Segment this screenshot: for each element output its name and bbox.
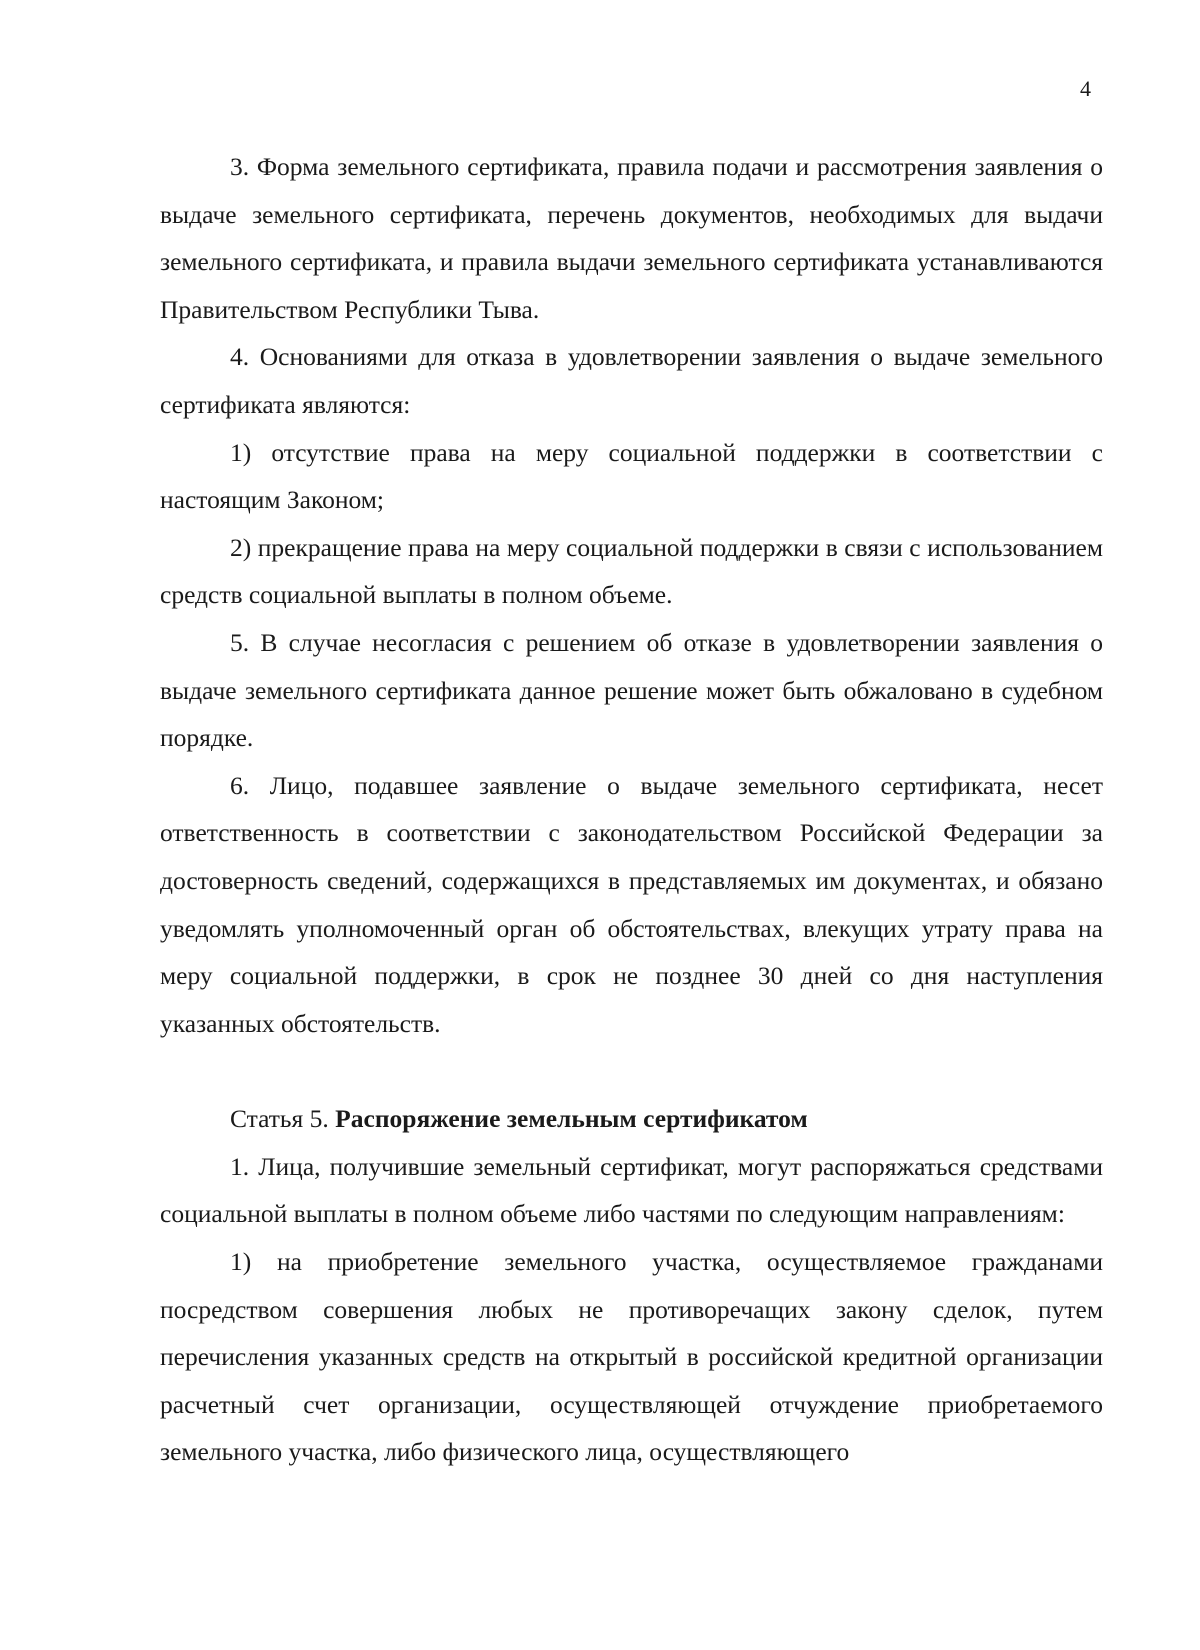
paragraph-4-item-1: 1) отсутствие права на меру социальной поддержки в соответствии с настоящим Законом;	[160, 437, 1103, 515]
paragraph-6-responsibility: 6. Лицо, подавшее заявление о выдаче земельного сертификата, несет ответственность в соответствии с законодательством Российской Федерации за достоверность сведений, содержащихся в представляемых им документах, и обязано уведомлять уполномоченный орган об обстоятельствах, влекущих утрату права на меру социальной поддержки, в срок не позднее 30 дней со дня наступления указанных обстоятельств.	[160, 770, 1103, 1038]
page-number: 4	[1080, 76, 1091, 101]
paragraph-4-item-2: 2) прекращение права на меру социальной поддержки в связи с использованием средств социальной выплаты в полном объеме.	[160, 532, 1103, 610]
article-title: Распоряжение земельным сертификатом	[335, 1104, 808, 1134]
article-5-item-1: 1) на приобретение земельного участка, осуществляемое гражданами посредством совершения любых не противоречащих закону сделок, путем перечисления указанных средств на открытый в российской кредитной организации расчетный счет организации, осуществляющей отчуждение приобретаемого земельного участка, либо физического лица, осуществляющего	[160, 1247, 1103, 1467]
article-5-paragraph-1: 1. Лица, получившие земельный сертификат, могут распоряжаться средствами социальной выплаты в полном объеме либо частями по следующим направлениям:	[160, 1151, 1103, 1229]
paragraph-3-form-certificate: 3. Форма земельного сертификата, правила подачи и рассмотрения заявления о выдаче земельного сертификата, перечень документов, необходимых для выдачи земельного сертификата, и правила выдачи земельного сертификата устанавливаются Правительством Республики Тыва.	[160, 152, 1103, 324]
document-body	[160, 143, 1103, 1476]
paragraph-4-refusal-grounds: 4. Основаниями для отказа в удовлетворении заявления о выдаче земельного сертификата являются:	[160, 342, 1103, 419]
article-heading	[160, 1095, 1103, 1143]
paragraph-5-appeal: 5. В случае несогласия с решением об отказе в удовлетворении заявления о выдаче земельного сертификата данное решение может быть обжаловано в судебном порядке.	[160, 627, 1103, 753]
article-label: Статья 5.	[230, 1104, 329, 1134]
